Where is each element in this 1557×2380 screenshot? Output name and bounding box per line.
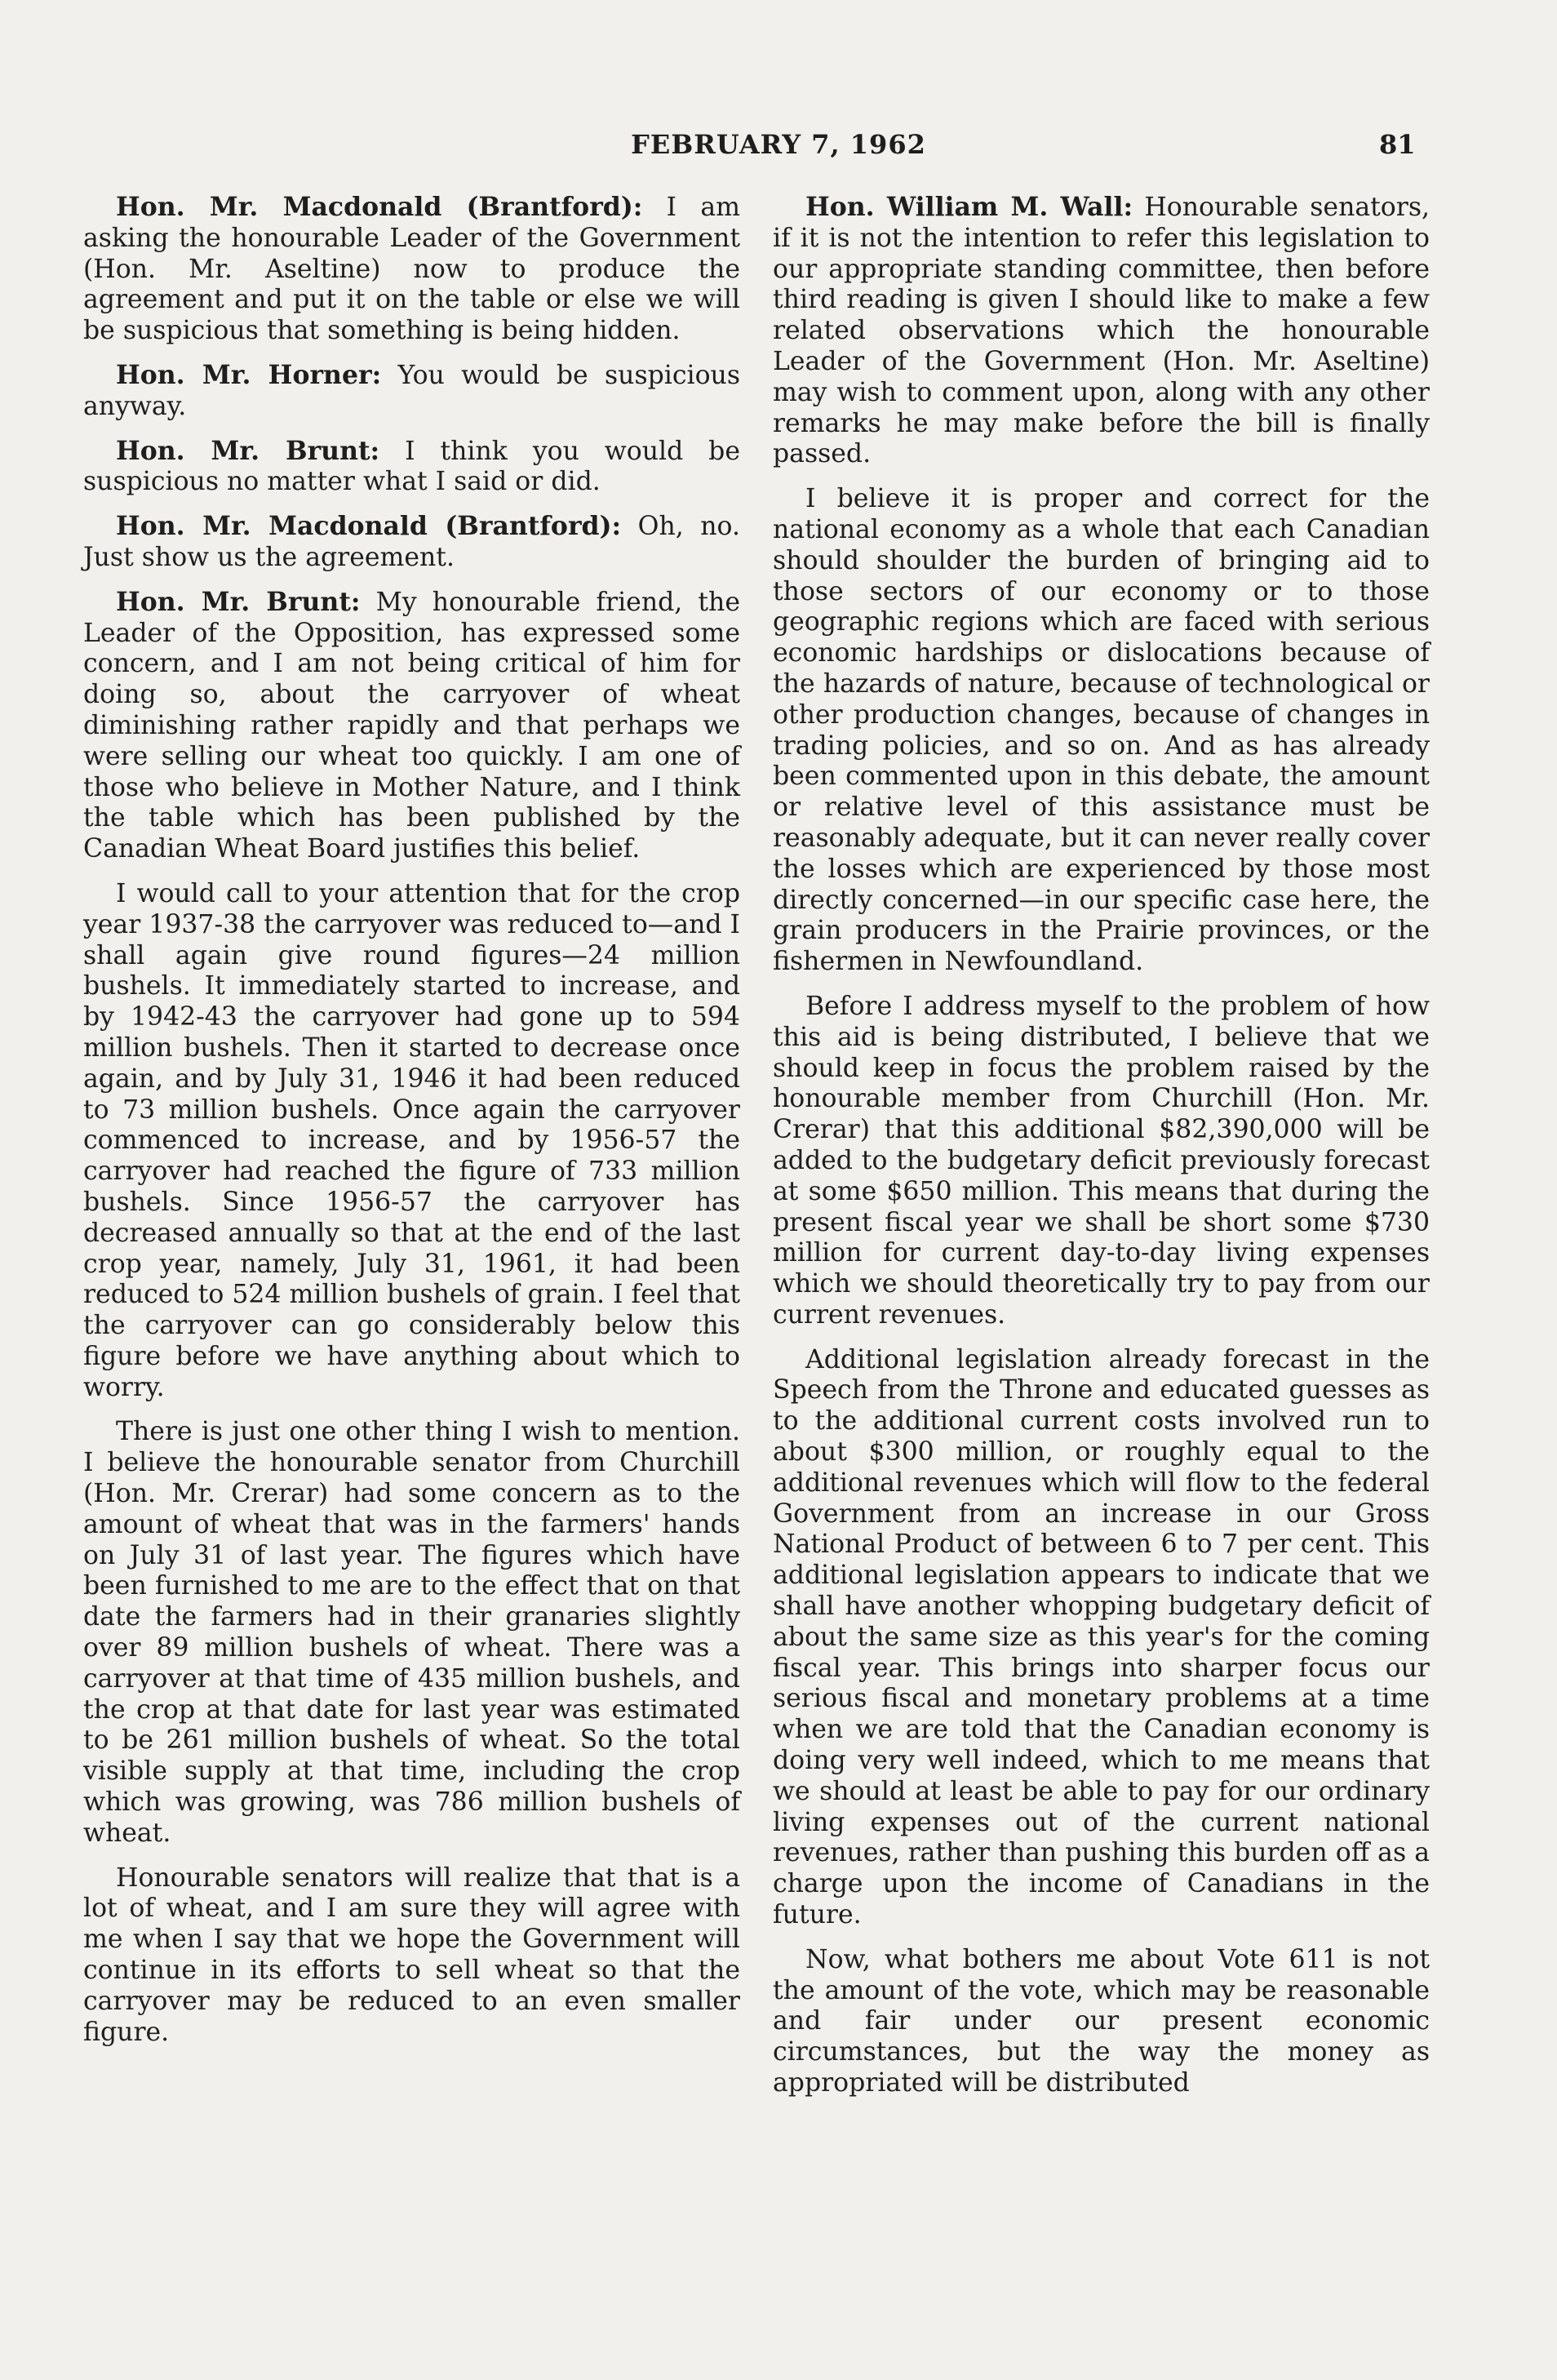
paragraph	[83, 1416, 740, 1849]
speaker-name: Hon. Mr. Brunt:	[116, 586, 361, 617]
paragraph-text: I would call to your attention that for the crop year 1937-38 the carryover was reduced to—and I shall again give round figures—24 million bushels. It immediately started to increase, and by 1942-43 the carryover had gone up to 594 million bushels. Then it started to decrease once again, and by July 31, 1946 it had been reduced to 73 million bushels. Once again the carryover commenced to increase, and by 1956-57 the carryover had reached the figure of 733 million bushels. Since 1956-57 the carryover has decreased annually so that at the end of the last crop year, namely, July 31, 1961, it had been reduced to 524 million bushels of grain. I feel that the carryover can go considerably below this figure before we have anything about which to worry.	[83, 878, 740, 1402]
paragraph-text: There is just one other thing I wish to mention. I believe the honourable senator from Churchill (Hon. Mr. Crerar) had some concern as to the amount of wheat that was in the farmers' hands on July 31 of last year. The figures which have been furnished to me are to the effect that on that date the farmers had in their granaries slightly over 89 million bushels of wheat. There was a carryover at that time of 435 million bushels, and the crop at that date for last year was estimated to be 261 million bushels of wheat. So the total visible supply at that time, including the crop which was growing, was 786 million bushels of wheat.	[83, 1417, 740, 1848]
paragraph	[83, 436, 740, 499]
paragraph	[83, 878, 740, 1404]
paragraph	[773, 991, 1430, 1331]
paragraph	[83, 587, 740, 865]
paragraph	[83, 1863, 740, 2049]
page-header-date: FEBRUARY 7, 1962	[631, 129, 926, 160]
page-number: 81	[1379, 129, 1416, 160]
paragraph	[83, 511, 740, 574]
paragraph-text: Additional legislation already forecast in the Speech from the Throne and educated guesses as to the additional current costs involved run to about $300 million, or roughly equal to the additional revenues which will flow to the federal Government from an increase in our Gross National Product of between 6 to 7 per cent. This additional legislation appears to indicate that we shall have another whopping budgetary deficit of about the same size as this year's for the coming fiscal year. This brings into sharper focus our serious fiscal and monetary problems at a time when we are told that the Canadian economy is doing very well indeed, which to me means that we should at least be able to pay for our ordinary living expenses out of the current national revenues, rather than pushing this burden off as a charge upon the income of Canadians in the future.	[773, 1344, 1430, 1930]
paragraph-text: I believe it is proper and correct for the national economy as a whole that each Canadian should shoulder the burden of bringing aid to those sectors of our economy or to those geographic regions which are faced with serious economic hardships or dislocations because of the hazards of nature, because of technological or other production changes, because of changes in trading policies, and so on. And as has already been commented upon in this debate, the amount or relative level of this assistance must be reasonably adequate, but it can never really cover the losses which are experienced by those most directly concerned—in our specific case here, the grain producers in the Prairie provinces, or the fishermen in Newfoundland.	[773, 484, 1430, 977]
paragraph-text: Before I address myself to the problem of how this aid is being distributed, I believe that we should keep in focus the problem raised by the honourable member from Churchill (Hon. Mr. Crerar) that this additional $82,390,000 will be added to the budgetary deficit previously forecast at some $650 million. This means that during the present fiscal year we shall be short some $730 million for current day-to-day living expenses which we should theoretically try to pay from our current revenues.	[773, 991, 1430, 1330]
paragraph	[773, 192, 1430, 470]
paragraph-text: I think you would be suspicious no matter what I said or did.	[83, 436, 740, 497]
paragraph	[83, 192, 740, 347]
right-column	[773, 192, 1430, 2112]
paragraph	[773, 1944, 1430, 2099]
paragraph-text: Honourable senators will realize that that is a lot of wheat, and I am sure they will agree with me when I say that we hope the Government will continue in its efforts to sell wheat so that the carryover may be reduced to an even smaller figure.	[83, 1863, 740, 2047]
paragraph	[773, 1344, 1430, 1931]
speaker-name: Hon. Mr. Macdonald (Brantford):	[116, 192, 643, 222]
paragraph-text: I am asking the honourable Leader of the Government (Hon. Mr. Aseltine) now to produce the agreement and put it on the table or else we will be suspicious that something is being hidden.	[83, 193, 740, 346]
paragraph-text: My honourable friend, the Leader of the Opposition, has expressed some concern, and I am not being critical of him for doing so, about the carryover of wheat diminishing rather rapidly and that perhaps we were selling our wheat too quickly. I am one of those who believe in Mother Nature, and I think the table which has been published by the Canadian Wheat Board justifies this belief.	[83, 587, 740, 864]
speaker-name: Hon. Mr. Horner:	[116, 359, 382, 390]
paragraph-text: Oh, no. Just show us the agreement.	[83, 512, 740, 572]
speaker-name: Hon. Mr. Brunt:	[116, 435, 380, 466]
paragraph-text: Honourable senators, if it is not the intention to refer this legislation to our appropriate standing committee, then before third reading is given I should like to make a few related observations which the honourable Leader of the Government (Hon. Mr. Aseltine) may wish to comment upon, along with any other remarks he may make before the bill is finally passed.	[773, 193, 1430, 469]
paragraph-text: Now, what bothers me about Vote 611 is not the amount of the vote, which may be reasonable and fair under our present economic circumstances, but the way the money as appropriated will be distributed	[773, 1944, 1430, 2098]
left-column	[83, 192, 740, 2061]
speaker-name: Hon. William M. Wall:	[805, 192, 1133, 222]
paragraph-text: You would be suspicious anyway.	[83, 360, 740, 421]
speaker-name: Hon. Mr. Macdonald (Brantford):	[116, 511, 622, 542]
paragraph	[773, 483, 1430, 978]
paragraph	[83, 360, 740, 423]
